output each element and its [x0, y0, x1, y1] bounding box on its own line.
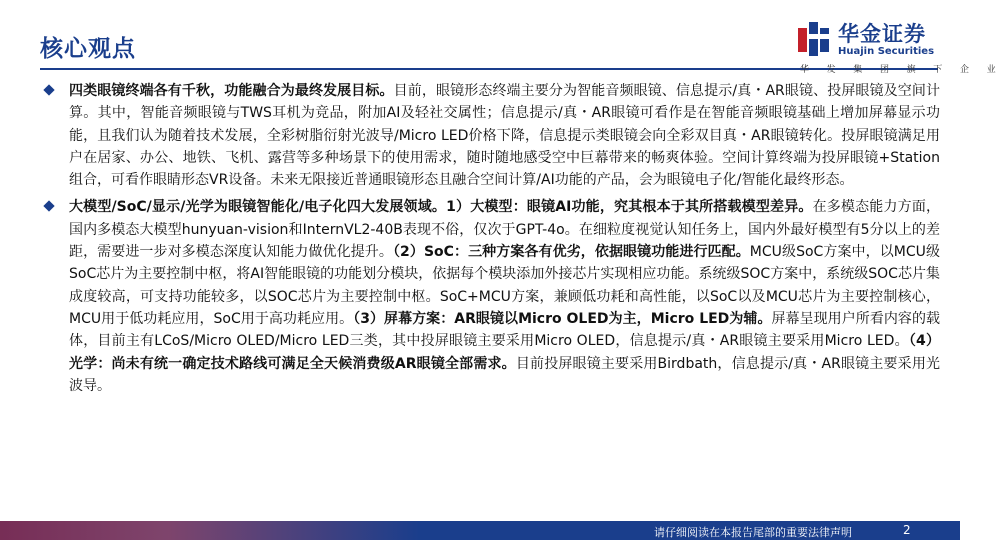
key-point-2-display-text: 屏幕呈现用户所看内容的载体，目前主有LCoS/Micro OLED/Micro LED三类，其中投屏眼镜主要采用Micro OLED，信息提示/真・AR眼镜主要采用Micro LED。 [69, 310, 941, 350]
key-point-1 [44, 80, 940, 191]
key-point-2-optics-heading: （4）光学：尚未有统一确定技术路线可满足全天候消费级AR眼镜全部需求。 [69, 333, 940, 372]
logo-tagline: 华 发 集 团 旗 下 企 业 [800, 65, 1003, 75]
key-point-2-soc-text: MCU级SoC方案中，以MCU级SoC芯片为主要控制中枢，将AI智能眼镜的功能划分模块，依据每个模块添加外接芯片实现相应功能。系统级SOC方案中，系统级SOC芯片集成度较高，可支持功能较多，以SOC芯片为主要控制中枢。SoC+MCU方案，兼顾低功耗和高性能，以SoC以及MCU芯片为主要控制核心，MCU用于低功耗应用，SoC用于高功耗应用。 [69, 244, 940, 327]
page-number: 2 [903, 523, 911, 537]
key-point-2-display-heading: （3）屏幕方案：AR眼镜以Micro OLED为主，Micro LED为辅。 [353, 310, 772, 327]
key-point-2 [44, 196, 940, 397]
key-point-2-optics-text: 目前投屏眼镜主要采用Birdbath，信息提示/真・AR眼镜主要采用光波导。 [69, 355, 940, 394]
key-points [44, 80, 940, 397]
key-point-2-model-text: 在多模态能力方面，国内多模态大模型hunyuan-vision和InternVL2-40B表现不俗，仅次于GPT-4o。在细粒度视觉认知任务上，国内外最好模型有5分以上的差距，需要进一步对多模态深度认知能力做优化提升。 [69, 199, 940, 261]
key-point-2-soc-heading: （2）SoC：三种方案各有优劣，依据眼镜功能进行匹配。 [392, 244, 750, 261]
page-title: 核心观点 [40, 36, 136, 62]
diamond-bullet-icon [43, 84, 54, 95]
key-point-1-text: 目前，眼镜形态终端主要分为智能音频眼镜、信息提示/真・AR眼镜、投屏眼镜及空间计算。其中，智能音频眼镜与TWS耳机为竞品，附加AI及轻社交属性；信息提示/真・AR眼镜可看作是在智能音频眼镜基础上增加屏幕显示功能，且我们认为随着技术发展，全彩树脂衍射光波导/Micro LED价格下降，信息提示类眼镜会向全彩双目真・AR眼镜转化。投屏眼镜满足用户在居家、办公、地铁、飞机、露营等多种场景下的使用需求，随时随地感受空中巨幕带来的畅爽体验。空间计算终端为投屏眼镜+Station组合，可看作眼睛形态VR设备。未来无限接近普通眼镜形态且融合空间计算/AI功能的产品，会为眼镜电子化/智能化最终形态。 [69, 83, 941, 189]
diamond-bullet-icon [43, 201, 54, 212]
key-point-2-heading: 大模型/SoC/显示/光学为眼镜智能化/电子化四大发展领域。1）大模型：眼镜AI功能，究其根本于其所搭载模型差异。 [69, 199, 813, 216]
huajin-logo-icon [798, 22, 830, 56]
legal-disclaimer: 请仔细阅读在本报告尾部的重要法律声明 [654, 526, 852, 539]
footer-accent [0, 521, 420, 540]
logo-name-cn: 华金证券 [838, 22, 926, 46]
logo-name-en: Huajin Securities [838, 46, 935, 57]
key-point-1-heading: 四类眼镜终端各有千秋，功能融合为最终发展目标。 [69, 83, 394, 99]
company-logo [798, 18, 1003, 78]
